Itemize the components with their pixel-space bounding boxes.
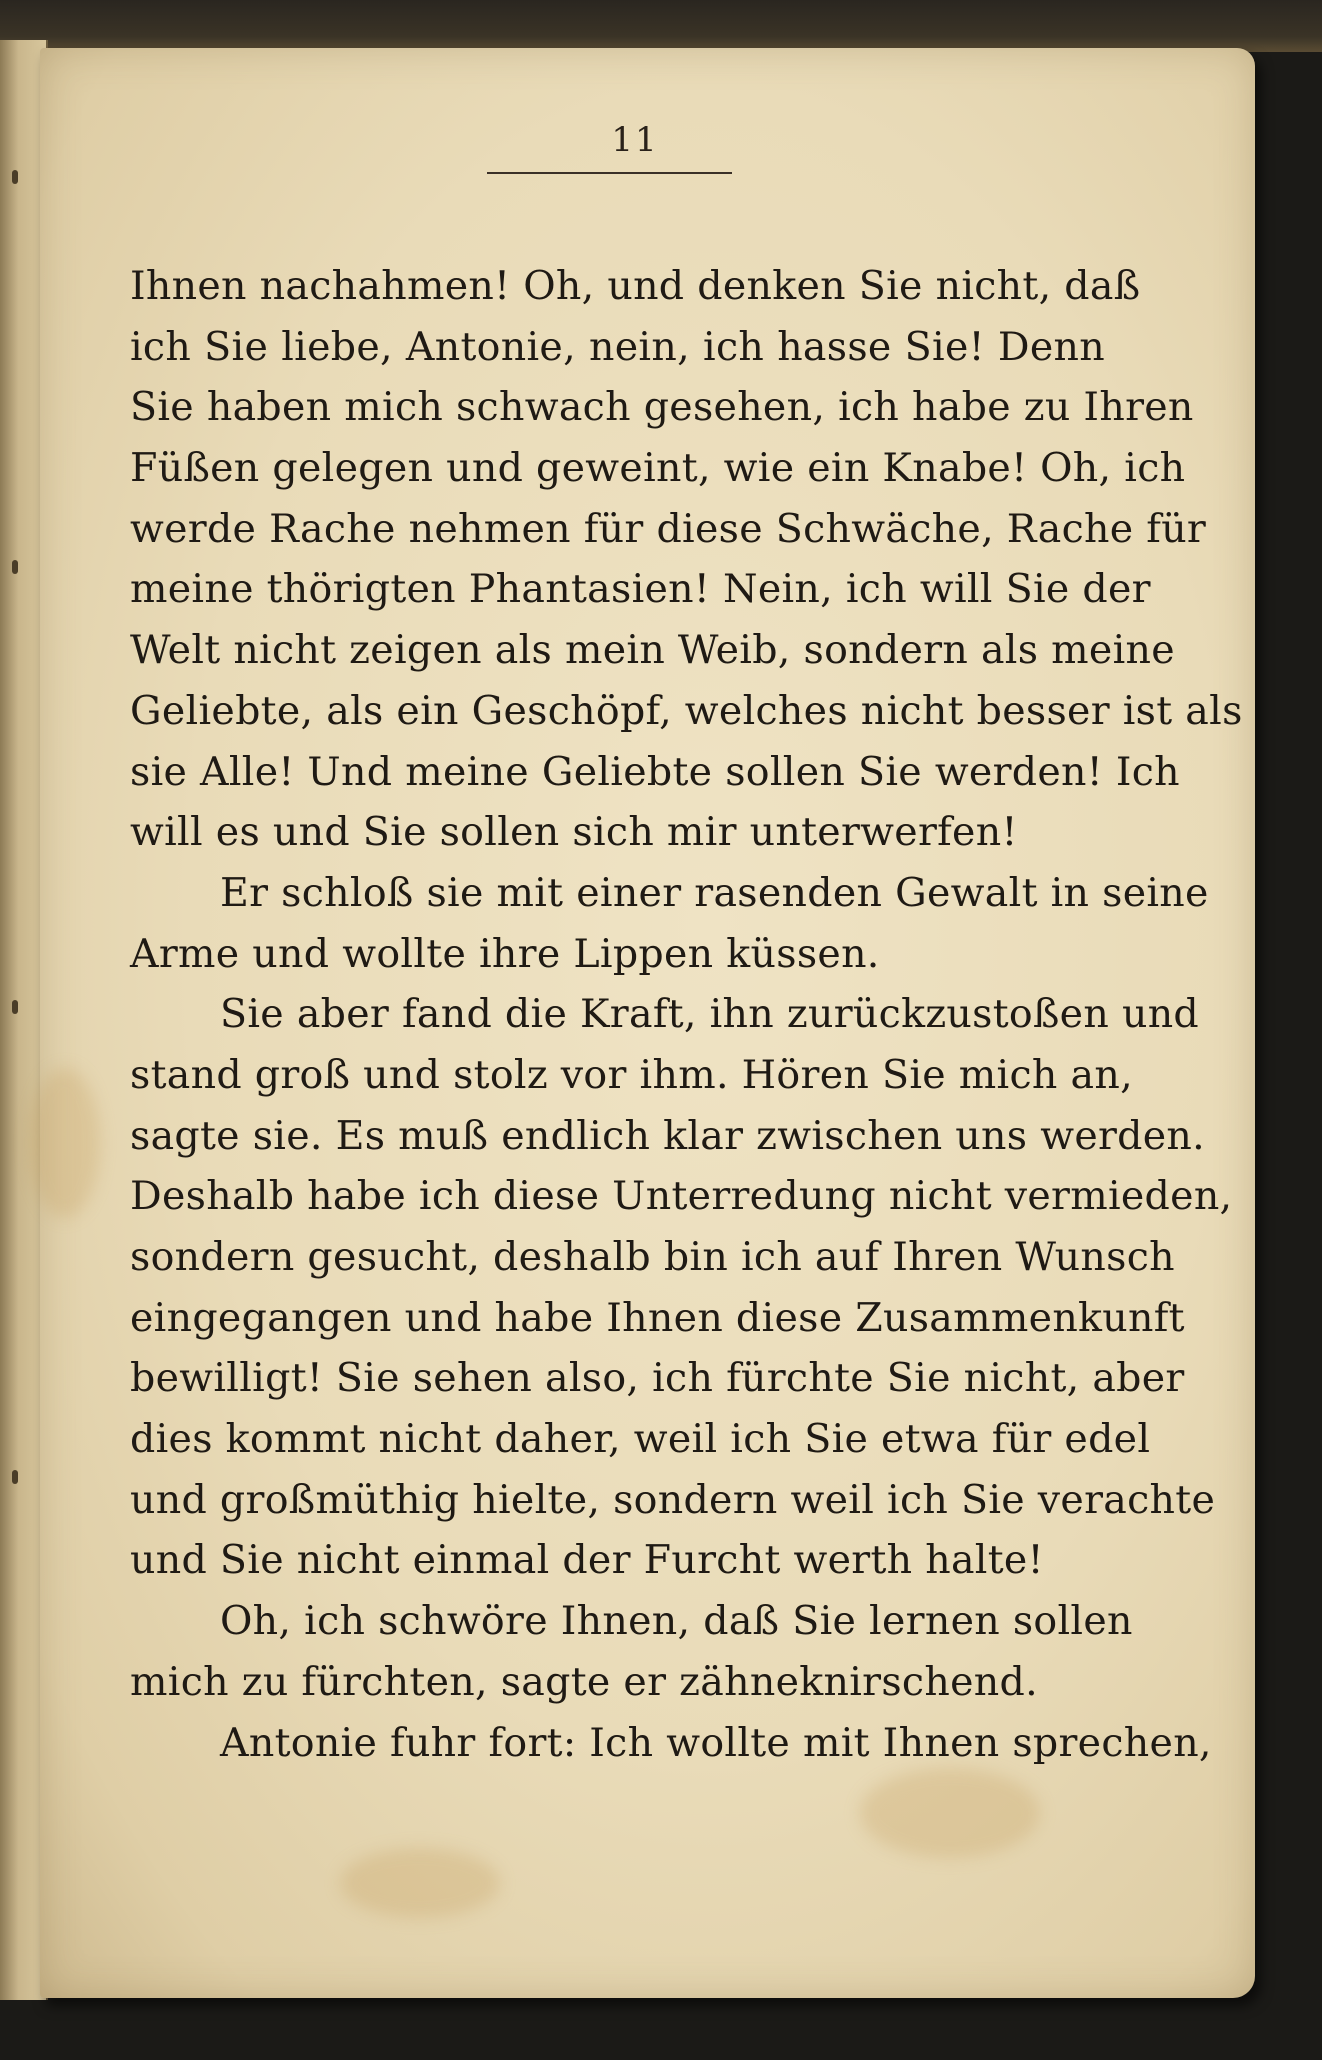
paper-stain [860,1768,1040,1858]
text-line: sondern gesucht, deshalb bin ich auf Ihren Wunsch [130,1234,1175,1280]
paper-stain [30,1068,100,1218]
text-line: Füßen gelegen und geweint, wie ein Knabe! Oh, ich [130,445,1186,492]
text-line: will es und Sie sollen sich mir unterwerfen! [130,809,1018,856]
body-text [130,256,1243,1773]
text-line: meine thörigten Phantasien! Nein, ich will Sie der [130,566,1151,613]
text-line: werde Rache nehmen für diese Schwäche, Rache für [130,505,1207,552]
text-line: Ihnen nachahmen! Oh, und denken Sie nicht, daß [130,263,1141,309]
text-line: stand groß und stolz vor ihm. Hören Sie mich an, [130,1051,1133,1098]
paper-stain [340,1848,500,1918]
page-edge-mark [12,560,18,574]
text-line: sagte sie. Es muß endlich klar zwischen uns werden. [130,1112,1206,1159]
text-line: Deshalb habe ich diese Unterredung nicht vermieden, [130,1173,1233,1220]
page-edge-mark [12,1470,18,1484]
text-line: eingegangen und habe Ihnen diese Zusammenkunft [130,1294,1185,1341]
text-line: und großmüthig hielte, sondern weil ich Sie verachte [130,1476,1216,1523]
text-line: dies kommt nicht daher, weil ich Sie etwa für edel [130,1416,1151,1463]
header-rule [487,172,732,174]
text-line: Arme und wollte ihre Lippen küssen. [130,930,880,977]
page-edge-mark [12,1000,18,1014]
text-line: Antonie fuhr fort: Ich wollte mit Ihnen sprechen, [220,1719,1212,1766]
text-line: Er schloß sie mit einer rasenden Gewalt in seine [220,869,1209,916]
text-line: Sie haben mich schwach gesehen, ich habe zu Ihren [130,384,1194,431]
text-line: Sie aber fand die Kraft, ihn zurückzustoßen und [220,991,1200,1038]
text-line: Welt nicht zeigen als mein Weib, sondern als meine [130,627,1175,674]
text-line: Geliebte, als ein Geschöpf, welches nicht besser ist als [130,687,1243,734]
text-line: bewilligt! Sie sehen also, ich fürchte Sie nicht, aber [130,1355,1185,1402]
page-number: 11 [611,120,659,160]
book-top-edge [0,0,1322,52]
text-line: mich zu fürchten, sagte er zähneknirschend. [130,1658,1038,1705]
text-line: und Sie nicht einmal der Furcht werth halte! [130,1537,1044,1584]
text-line: sie Alle! Und meine Geliebte sollen Sie werden! Ich [130,748,1180,795]
text-line: Oh, ich schwöre Ihnen, daß Sie lernen sollen [220,1598,1133,1645]
text-line: ich Sie liebe, Antonie, nein, ich hasse Sie! Denn [130,323,1105,370]
page-edge-mark [12,170,18,184]
